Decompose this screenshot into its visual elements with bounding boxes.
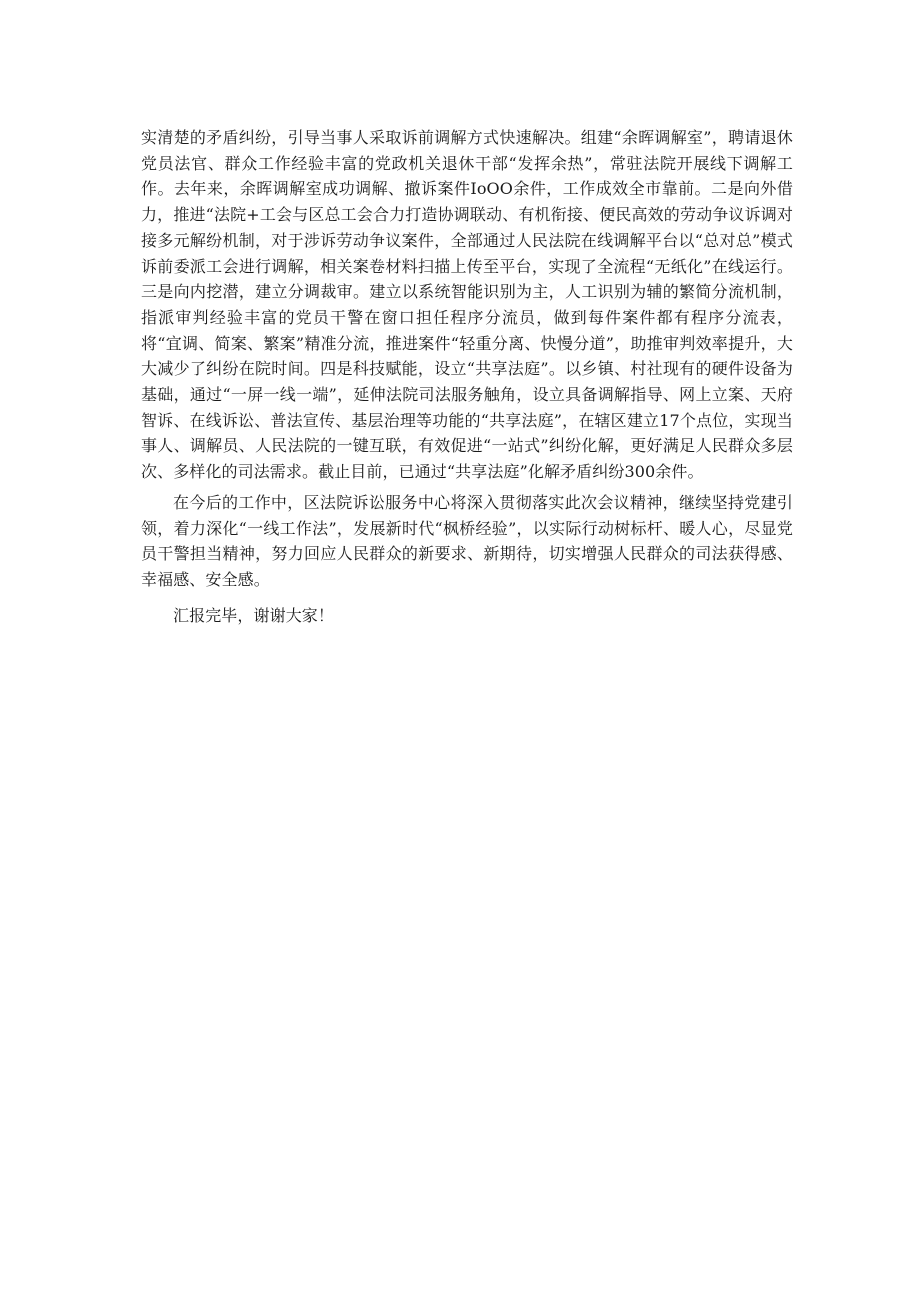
closing-remark: 汇报完毕，谢谢大家！ [173,605,335,625]
body-paragraph-continued: 实清楚的矛盾纠纷，引导当事人采取诉前调解方式快速解决。组建“余晖调解室”，聘请退休党员法官、群众工作经验丰富的党政机关退休干部“发挥余热”，常驻法院开展线下调解工作。去年来，余晖调解室成功调解、撤诉案件IoOO余件，工作成效全市靠前。二是向外借力，推进“法院+工会与区总工会合力打造协调联动、有机衔接、便民高效的劳动争议诉调对接多元解纷机制，对于涉诉劳动争议案件，全部通过人民法院在线调解平台以“总对总”模式诉前委派工会进行调解，相关案卷材料扫描上传至平台，实现了全流程“无纸化”在线运行。三是向内挖潜，建立分调裁审。建立以系统智能识别为主，人工识别为辅的繁简分流机制，指派审判经验丰富的党员干警在窗口担任程序分流员，做到每件案件都有程序分流表，将“宜调、简案、繁案”精准分流，推进案件“轻重分离、快慢分道”，助推审判效率提升，大大减少了纠纷在院时间。四是科技赋能，设立“共享法庭”。以乡镇、村社现有的硬件设备为基础，通过“一屏一线一端”，延伸法院司法服务触角，设立具备调解指导、网上立案、天府智诉、在线诉讼、普法宣传、基层治理等功能的“共享法庭”，在辖区建立17个点位，实现当事人、调解员、人民法院的一键互联，有效促进“一站式”纠纷化解，更好满足人民群众多层次、多样化的司法需求。截止目前，已通过“共享法庭”化解矛盾纠纷300余件。 [141,128,793,482]
document-body [141,125,793,628]
body-paragraph-outlook: 在今后的工作中，区法院诉讼服务中心将深入贯彻落实此次会议精神，继续坚持党建引领，着力深化“一线工作法”，发展新时代“枫桥经验”，以实际行动树标杆、暖人心，尽显党员干警担当精神，努力回应人民群众的新要求、新期待，切实增强人民群众的司法获得感、幸福感、安全感。 [141,492,793,589]
